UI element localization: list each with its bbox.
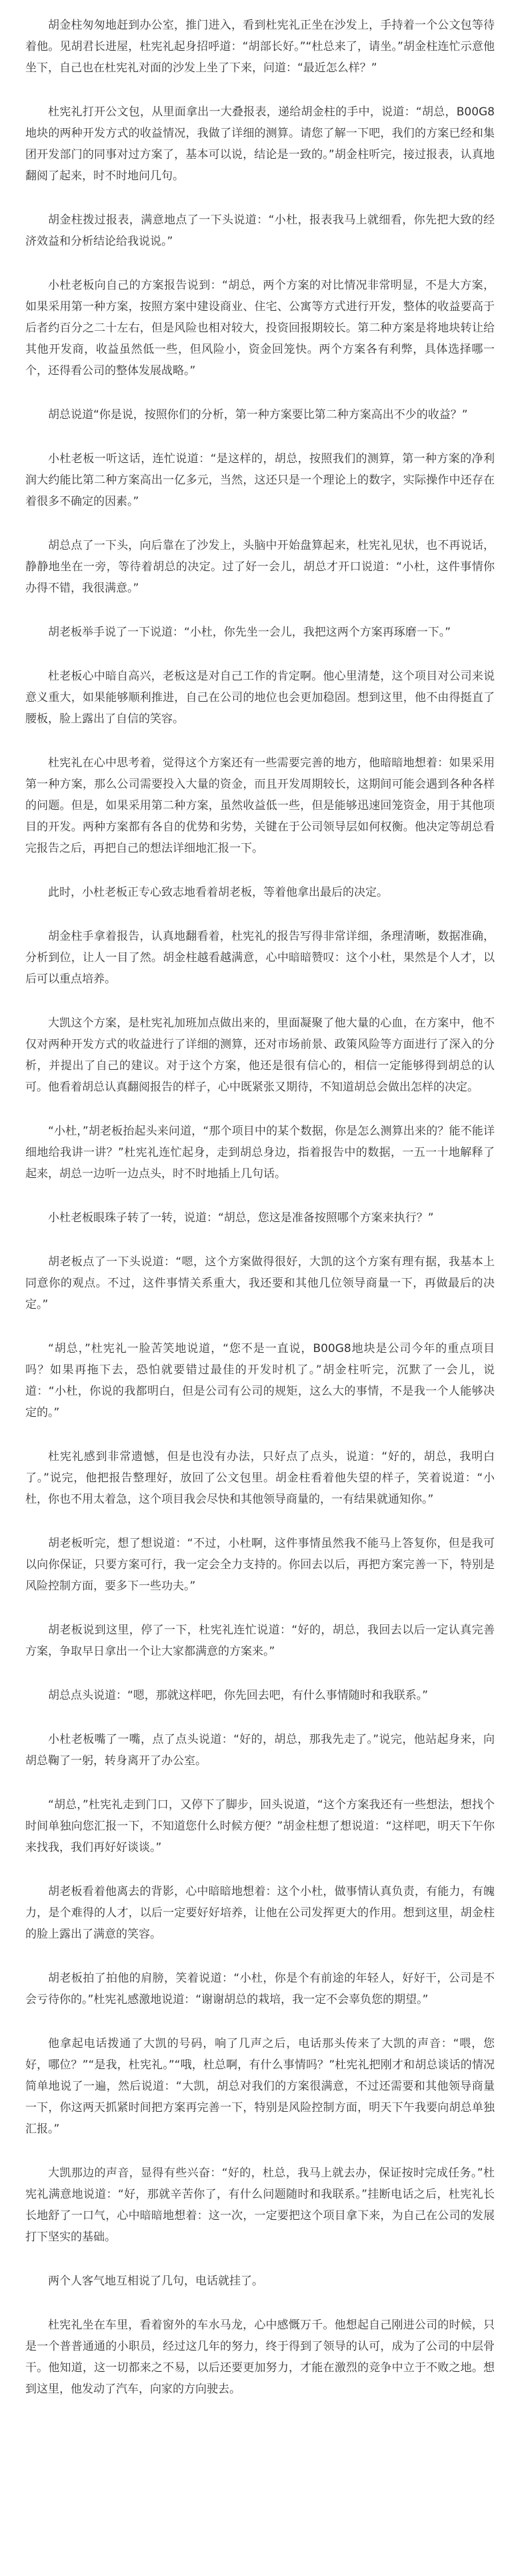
paragraph: 大凯这个方案，是杜宪礼加班加点做出来的，里面凝聚了他大量的心血，在方案中，他不仅对两种开发方式的收益进行了详细的测算，还对市场前景、政策风险等方面进行了深入的分析，并提出了自己的建议。对于这个方案，他还是很有信心的，相信一定能够得到胡总的认可。他看着胡总认真翻阅报告的样子，心中既紧张又期待，不知道胡总会做出怎样的决定。 [25,1017,495,1094]
paragraph: 胡老板点了一下头说道：“嗯，这个方案做得很好，大凯的这个方案有理有据，我基本上同意你的观点。不过，这件事情关系重大，我还要和其他几位领导商量一下，再做最后的决定。” [25,1255,495,1311]
paragraph: “胡总，”杜宪礼走到门口，又停下了脚步，回头说道，“这个方案我还有一些想法，想找个时间单独向您汇报一下，不知道您什么时候方便？”胡金柱想了想说道：“这样吧，明天下午你来找我，我们再好好谈谈。” [25,1798,495,1854]
paragraph: 胡总点了一下头，向后靠在了沙发上，头脑中开始盘算起来，杜宪礼见状，也不再说话，静静地坐在一旁，等待着胡总的决定。过了好一会儿，胡总才开口说道：“小杜，这件事情你办得不错，我很满意。” [25,539,495,595]
paragraph: 杜宪礼在心中思考着，觉得这个方案还有一些需要完善的地方，他暗暗地想着：如果采用第一种方案，那么公司需要投入大量的资金，而且开发周期较长，这期间可能会遇到各种各样的问题。但是，如果采用第二种方案，虽然收益低一些，但是能够迅速回笼资金，用于其他项目的开发。两种方案都有各自的优势和劣势，关键在于公司领导层如何权衡。他决定等胡总看完报告之后，再把自己的想法详细地汇报一下。 [25,756,495,855]
paragraph: 杜宪礼打开公文包，从里面拿出一大叠报表，递给胡金柱的手中，说道：“胡总，B00G8地块的两种开发方式的收益情况，我做了详细的测算。请您了解一下吧，我们的方案已经和集团开发部门的同事对过方案了，基本可以说，结论是一致的。”胡金柱听完，接过报表，认真地翻阅了起来，时不时地问几句。 [25,105,495,183]
paragraph: 胡老板举手说了一下说道：“小杜，你先坐一会儿，我把这两个方案再琢磨一下。” [48,626,451,639]
paragraph: 小杜老板眼珠子转了一转，说道：“胡总，您这是准备按照哪个方案来执行？” [48,1211,434,1225]
paragraph: 杜宪礼坐在车里，看着窗外的车水马龙，心中感慨万千。他想起自己刚进公司的时候，只是一个普普通通的小职员，经过这几年的努力，终于得到了领导的认可，成为了公司的中层骨干。他知道，这一切都来之不易，以后还要更加努力，才能在激烈的竞争中立于不败之地。想到这里，他发动了汽车，向家的方向驶去。 [25,2319,495,2396]
article-body [25,15,495,2400]
paragraph: 他拿起电话拨通了大凯的号码，响了几声之后，电话那头传来了大凯的声音：“喂，您好，哪位？”“是我，杜宪礼。”“哦，杜总啊，有什么事情吗？”杜宪礼把刚才和胡总谈话的情况简单地说了一遍，然后说道：“大凯，胡总对我们的方案很满意，不过还需要和其他领导商量一下，你这两天抓紧时间把方案再完善一下，特别是风险控制方面，明天下午我要向胡总单独汇报。” [25,2037,495,2136]
paragraph: 胡老板拍了拍他的肩膀，笑着说道：“小杜，你是个有前途的年轻人，好好干，公司是不会亏待你的。”杜宪礼感激地说道：“谢谢胡总的栽培，我一定不会辜负您的期望。” [25,1972,495,2006]
paragraph: 小杜老板一听这话，连忙说道：“是这样的，胡总，按照我们的测算，第一种方案的净利润大约能比第二种方案高出一亿多元，当然，这还只是一个理论上的数字，实际操作中还存在着很多不确定的因素。” [25,452,495,508]
paragraph: 胡金柱匆匆地赶到办公室，推门进入，看到杜宪礼正坐在沙发上，手持着一个公文包等待着他。见胡君长进屋，杜宪礼起身招呼道：“胡部长好。”“杜总来了，请坐。”胡金柱连忙示意他坐下，自己也在杜宪礼对面的沙发上坐了下来，问道：“最近怎么样？” [25,19,495,75]
paragraph: 两个人客气地互相说了几句，电话就挂了。 [48,2275,263,2288]
paragraph: 小杜老板嘴了一嘴，点了点头说道：“好的，胡总，那我先走了。”说完，他站起身来，向胡总鞠了一躬，转身离开了办公室。 [25,1733,495,1768]
paragraph: 胡金柱手拿着报告，认真地翻看着，杜宪礼的报告写得非常详细，条理清晰，数据准确，分析到位，让人一目了然。胡金柱越看越满意，心中暗暗赞叹：这个小杜，果然是个人才，以后可以重点培养。 [25,930,495,986]
paragraph: 杜老板心中暗自高兴，老板这是对自己工作的肯定啊。他心里清楚，这个项目对公司来说意义重大，如果能够顺利推进，自己在公司的地位也会更加稳固。想到这里，他不由得挺直了腰板，脸上露出了自信的笑容。 [25,670,495,726]
paragraph: 胡老板看着他离去的背影，心中暗暗地想着：这个小杜，做事情认真负责，有能力，有魄力，是个难得的人才，以后一定要好好培养，让他在公司发挥更大的作用。想到这里，胡金柱的脸上露出了满意的笑容。 [25,1885,495,1941]
paragraph: 大凯那边的声音，显得有些兴奋：“好的，杜总，我马上就去办，保证按时完成任务。”杜宪礼满意地说道：“好，那就辛苦你了，有什么问题随时和我联系。”挂断电话之后，杜宪礼长长地舒了一口气，心中暗暗地想着：这一次，一定要把这个项目拿下来，为自己在公司的发展打下坚实的基础。 [25,2166,495,2244]
paragraph: 胡总说道“你是说，按照你们的分析，第一种方案要比第二种方案高出不少的收益？” [48,408,468,422]
paragraph: 胡老板听完，想了想说道：“不过，小杜啊，这件事情虽然我不能马上答复你，但是我可以向你保证，只要方案可行，我一定会全力支持的。你回去以后，再把方案完善一下，特别是风险控制方面，要多下一些功夫。” [25,1537,495,1593]
paragraph: 小杜老板向自己的方案报告说到：“胡总，两个方案的对比情况非常明显，不是大方案，如果采用第一种方案，按照方案中建设商业、住宅、公寓等方式进行开发，整体的收益要高于后者约百分之二十左右，但是风险也相对较大，投资回报期较长。第二种方案是将地块转让给其他开发商，收益虽然低一些，但风险小，资金回笼快。两个方案各有利弊，具体选择哪一个，还得看公司的整体发展战略。” [25,279,495,378]
paragraph: “小杜，”胡老板抬起头来问道，“那个项目中的某个数据，你是怎么测算出来的？能不能详细地给我讲一讲？”杜宪礼连忙起身，走到胡总身边，指着报告中的数据，一五一十地解释了起来，胡总一边听一边点头，时不时地插上几句话。 [25,1125,495,1181]
paragraph: 胡总点头说道：“嗯，那就这样吧，你先回去吧，有什么事情随时和我联系。” [48,1689,429,1702]
paragraph: 杜宪礼感到非常遗憾，但是也没有办法，只好点了点头，说道：“好的，胡总，我明白了。”说完，他把报告整理好，放回了公文包里。胡金柱看着他失望的样子，笑着说道：“小杜，你也不用太着急，这个项目我会尽快和其他领导商量的，一有结果就通知你。” [25,1450,495,1506]
paragraph: 胡金柱拨过报表，满意地点了一下头说道：“小杜，报表我马上就细看，你先把大致的经济效益和分析结论给我说说。” [25,213,495,248]
paragraph: “胡总，”杜宪礼一脸苦笑地说道，“您不是一直说，B00G8地块是公司今年的重点项目吗？如果再拖下去，恐怕就要错过最佳的开发时机了。”胡金柱听完，沉默了一会儿，说道：“小杜，你说的我都明白，但是公司有公司的规矩，这么大的事情，不是我一个人能够决定的。” [25,1342,495,1419]
paragraph: 胡老板说到这里，停了一下，杜宪礼连忙说道：“好的，胡总，我回去以后一定认真完善方案，争取早日拿出一个让大家都满意的方案来。” [25,1624,495,1658]
paragraph: 此时，小杜老板正专心致志地看着胡老板，等着他拿出最后的决定。 [48,886,388,899]
